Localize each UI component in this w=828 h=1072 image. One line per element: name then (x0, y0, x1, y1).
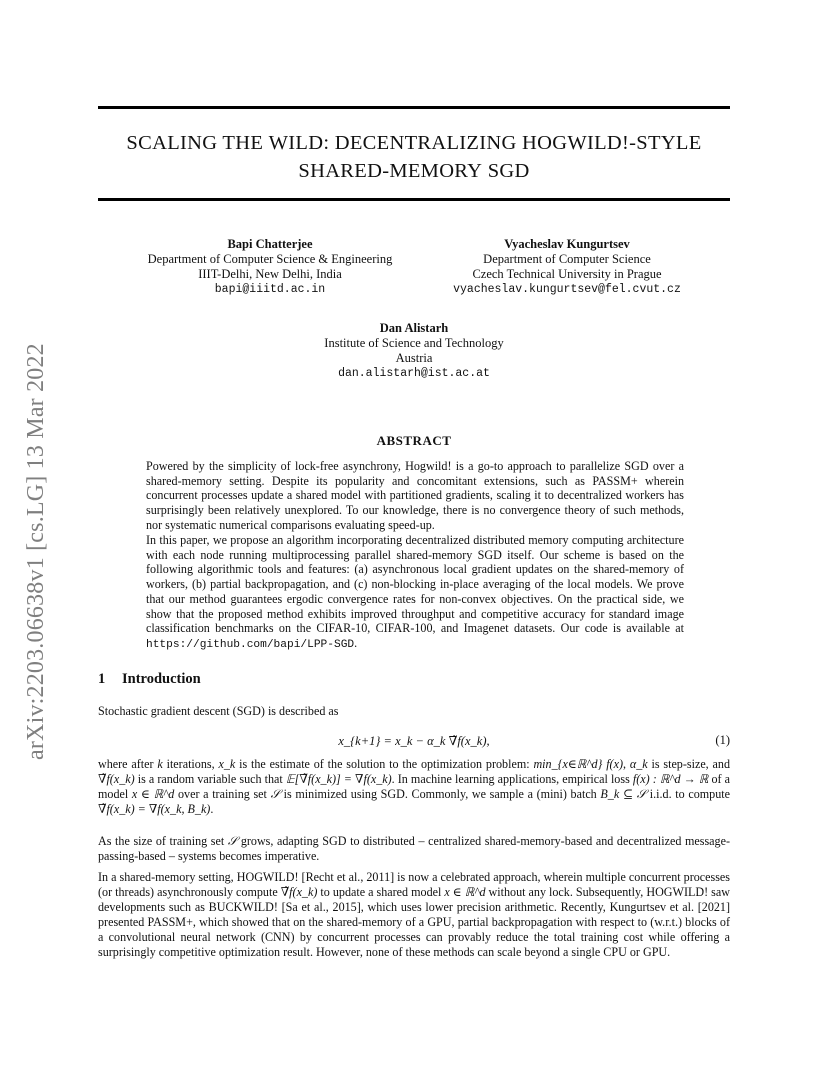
author-institution: IIIT-Delhi, New Delhi, India (198, 267, 342, 281)
author-department: Department of Computer Science & Engineering (147, 252, 393, 266)
author-name: Vyacheslav Kungurtsev (504, 237, 630, 251)
author-block (430, 237, 704, 297)
author-email[interactable]: bapi@iiitd.ac.in (214, 283, 326, 296)
intro-paragraph: Stochastic gradient descent (SGD) is described as (98, 704, 339, 718)
author-department: Department of Computer Science (483, 252, 651, 266)
intro-paragraph: where after k iterations, x_k is the estimate of the solution to the optimization problem: min_{x∈ℝ^d} f(x), α_k is step-size, and ∇̃f(x_k) is a random variable such that 𝔼[∇̃f(x_k)] = ∇f(x_k). In machine learning applications, empirical loss f(x) : ℝ^d → ℝ of a model x ∈ ℝ^d over a training set 𝒮 is minimized using SGD. Commonly, we sample a (mini) batch B_k ⊆ 𝒮 i.i.d. to compute ∇̃f(x_k) = ∇f(x_k, B_k). (98, 757, 731, 816)
title-rule-bottom (98, 198, 730, 201)
paper-title-line-2: SHARED-MEMORY SGD (298, 160, 530, 182)
paper-title-line-1: SCALING THE WILD: DECENTRALIZING HOGWILD!-STYLE (126, 132, 702, 154)
author-institution: Czech Technical University in Prague (472, 267, 662, 281)
abstract-heading: ABSTRACT (376, 433, 452, 448)
author-block (264, 321, 564, 381)
author-name: Dan Alistarh (379, 321, 449, 335)
equation-expression: x_{k+1} = x_k − α_k ∇̃f(x_k), (338, 734, 490, 748)
intro-paragraph: As the size of training set 𝒮 grows, adapting SGD to distributed – centralized shared-memory-based and decentralized message-passing-based – systems becomes imperative. (98, 834, 730, 863)
author-name: Bapi Chatterjee (227, 237, 313, 251)
intro-paragraph: In a shared-memory setting, HOGWILD! [Recht et al., 2011] is now a celebrated approach, wherein multiple concurrent processes (or threads) asynchronously compute ∇̃f(x_k) to update a shared model x ∈ ℝ^d without any lock. Subsequently, HOGWILD! saw developments such as BUCKWILD! [Sa et al., 2015], which uses lower precision arithmetic. Recently, Kungurtsev et al. [2021] presented PASSM+, which showed that on the shared-memory of a GPU, partial backpropagation with respect to (w.r.t.) blocks of a convolutional neural network (CNN) by concurrent processes can provably reduce the total training cost while offering a surprisingly competitive optimization result. However, none of these methods can scale beyond a single CPU or GPU. (98, 870, 730, 959)
author-department: Institute of Science and Technology (324, 336, 504, 350)
abstract-paragraph: In this paper, we propose an algorithm incorporating decentralized distributed memory computing architecture with each node running multiprocessing parallel shared-memory SGD itself. Our scheme is based on the following algorithmic tools and features: (a) asynchronous local gradient updates on the shared-memory of workers, (b) partial backpropagation, and (c) non-blocking in-place averaging of the local models. We prove that our method guarantees ergodic convergence rates for non-convex objectives. On the practical side, we show that the proposed method exhibits improved throughput and competitive accuracy for standard image classification benchmarks on the CIFAR-10, CIFAR-100, and Imagenet datasets. Our code is available at https://github.com/bapi/LPP-SGD. (146, 533, 684, 651)
code-link[interactable]: https://github.com/bapi/LPP-SGD (146, 638, 355, 651)
section-heading: 1 Introduction (98, 671, 201, 687)
arxiv-identifier: arXiv:2203.06638v1 [cs.LG] 13 Mar 2022 (23, 343, 49, 760)
author-block (130, 237, 410, 297)
author-institution: Austria (395, 351, 433, 365)
equation-number: (1) (715, 733, 730, 747)
author-email[interactable]: dan.alistarh@ist.ac.at (338, 367, 490, 380)
title-rule-top (98, 106, 730, 109)
author-email[interactable]: vyacheslav.kungurtsev@fel.cvut.cz (453, 283, 681, 296)
abstract-paragraph: Powered by the simplicity of lock-free asynchrony, Hogwild! is a go-to approach to parallelize SGD over a shared-memory setting. Despite its popularity and concomitant extensions, such as PASSM+ wherein concurrent processes update a shared model with partitioned gradients, scaling it to decentralized workers has surprisingly been relatively unexplored. To our knowledge, there is no convergence theory of such methods, nor systematic numerical comparisons evaluating speed-up. (146, 459, 684, 532)
